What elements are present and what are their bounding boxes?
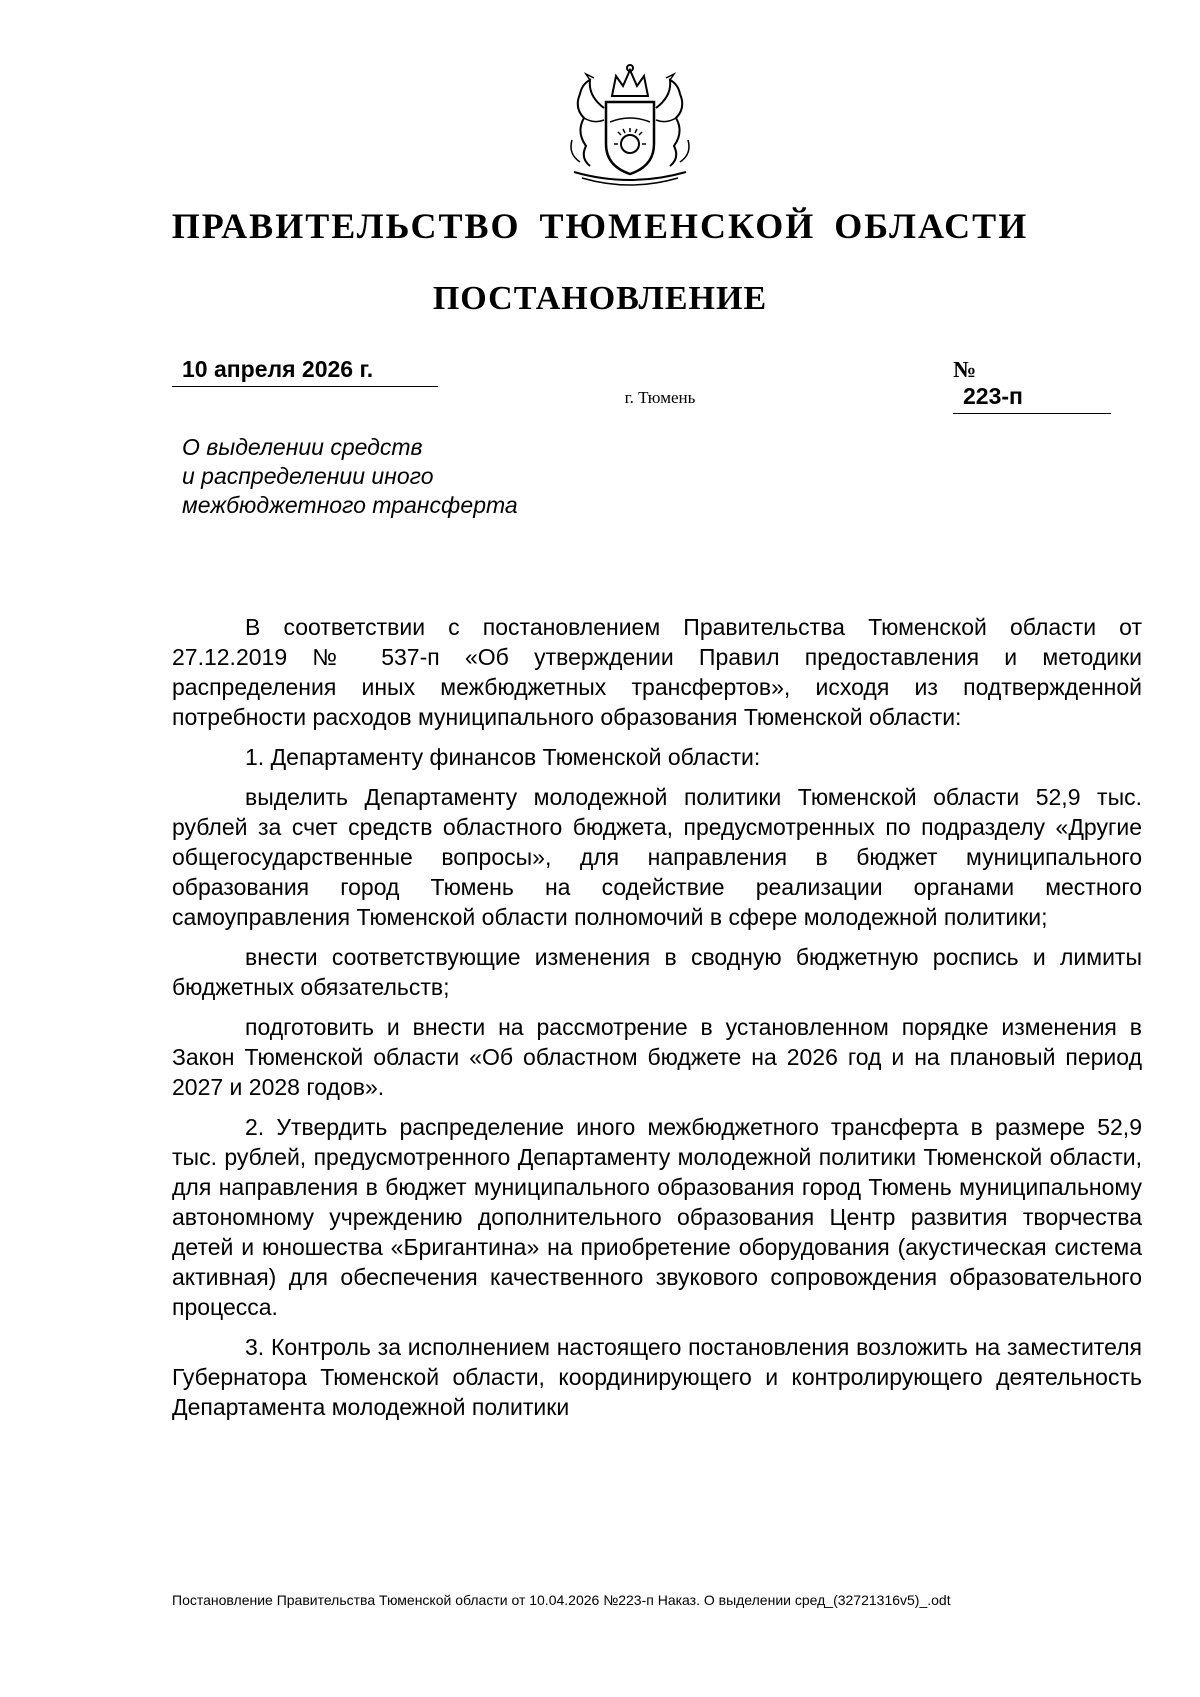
page-footer: Постановление Правительства Тюменской области от 10.04.2026 №223-п Наказ. О выделении сред_(32721316v5)_.odt bbox=[172, 1592, 951, 1608]
subject-line: и распределении иного bbox=[182, 463, 434, 489]
organization-title: ПРАВИТЕЛЬСТВО ТЮМЕНСКОЙ ОБЛАСТИ bbox=[171, 206, 1029, 246]
tyumen-coat-of-arms-icon bbox=[560, 62, 700, 194]
subject-line: О выделении средств bbox=[182, 434, 423, 460]
body-paragraph-prepare-law: подготовить и внести на рассмотрение в установленном порядке изменения в Закон Тюменской области «Об областном бюджете на 2026 год и на плановый период 2027 и 2028 годов». bbox=[172, 1014, 1142, 1100]
body-paragraph-item-1: 1. Департаменту финансов Тюменской области: bbox=[245, 744, 761, 770]
body-paragraph-item-2: 2. Утвердить распределение иного межбюджетного трансферта в размере 52,9 тыс. рублей, предусмотренного Департаменту молодежной политики Тюменской области, для направления в бюджет муниципального образования город Тюмень муниципальному автономному учреждению дополнительного образования Центр развития творчества детей и юношества «Бригантина» на приобретение оборудования (акустическая система активная) для обеспечения качественного звукового сопровождения образовательного процесса. bbox=[172, 1114, 1142, 1320]
document-date: 10 апреля 2026 г. bbox=[172, 356, 438, 387]
number-value: 223-п bbox=[953, 383, 1111, 414]
body-paragraph-amend-budget: внести соответствующие изменения в сводную бюджетную роспись и лимиты бюджетных обязательств; bbox=[172, 944, 1142, 1000]
document-city: г. Тюмень bbox=[624, 388, 696, 407]
document-subject bbox=[182, 433, 682, 520]
body-paragraph-item-3: 3. Контроль за исполнением настоящего постановления возложить на заместителя Губернатора Тюменской области, координирующего и контролирующего деятельность Департамента молодежной политики bbox=[172, 1334, 1142, 1420]
document-type: ПОСТАНОВЛЕНИЕ bbox=[432, 280, 768, 317]
body-paragraph-allocate: выделить Департаменту молодежной политики Тюменской области 52,9 тыс. рублей за счет средств областного бюджета, предусмотренных по подразделу «Другие общегосударственные вопросы», для направления в бюджет муниципального образования город Тюмень на содействие реализации органами местного самоуправления Тюменской области полномочий в сфере молодежной политики; bbox=[172, 784, 1142, 930]
number-sign: № bbox=[953, 357, 977, 382]
subject-line: межбюджетного трансферта bbox=[182, 492, 518, 518]
document-body bbox=[172, 612, 1142, 1432]
body-paragraph-preamble: В соответствии с постановлением Правительства Тюменской области от 27.12.2019 № 537-п «Об утверждении Правил предоставления и методики распределения иных межбюджетных трансфертов», исходя из подтвержденной потребности расходов муниципального образования Тюменской области: bbox=[172, 614, 1142, 730]
